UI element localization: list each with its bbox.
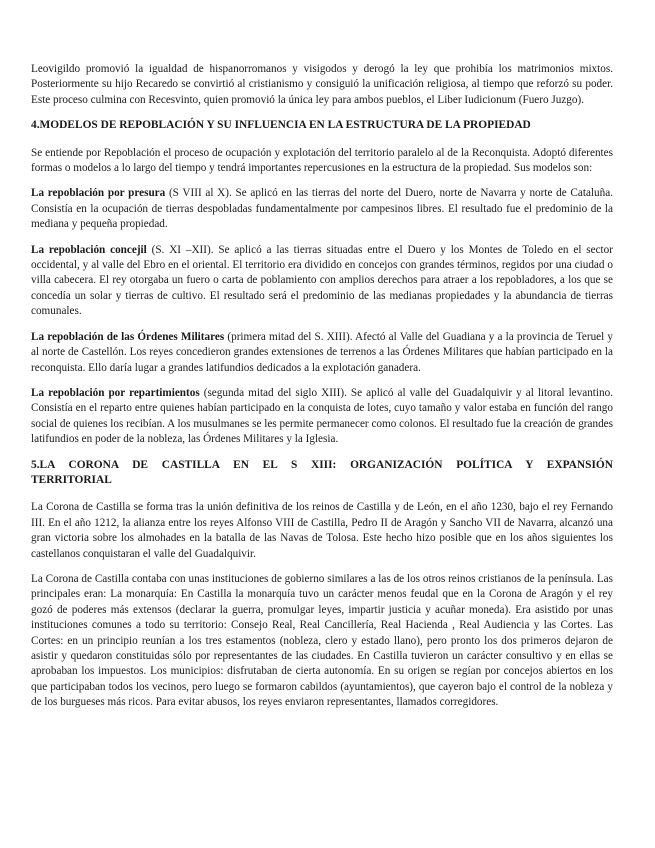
intro-paragraph: Leovigildo promovió la igualdad de hispanorromanos y visigodos y derogó la ley que prohibía los matrimonios mixtos. Posteriormente su hijo Recaredo se convirtió al cristianismo y consiguió la unificación religiosa, al tiempo que reforzó su poder. Este proceso culmina con Recesvinto, quien promovió la única ley para ambos pueblos, el Liber Iudicionum (Fuero Juzgo). — [31, 63, 613, 106]
model-presura-term: La repoblación por presura — [31, 187, 166, 200]
section-4-intro: Se entiende por Repoblación el proceso de ocupación y explotación del territorio paralelo al de la Reconquista. Adoptó diferentes formas o modelos a lo largo del tiempo y tendrá importantes repercusiones en la estructura de la propiedad. Sus modelos son: — [31, 146, 613, 175]
section-5-paragraph-2: La Corona de Castilla contaba con unas instituciones de gobierno similares a las de los otros reinos cristianos de la península. Las principales eran: La monarquía: En Castilla la monarquía tuvo un carácter menos feudal que en la Corona de Aragón y el rey gozó de poderes más extensos (declarar la guerra, promulgar leyes, impartir justicia y acuñar moneda). Era asistido por unas instituciones comunes a todo su territorio: Consejo Real, Real Cancillería, Real Hacienda , Real Audiencia y las Cortes. Las Cortes: en un principio reunían a los tres estamentos (nobleza, clero y estado llano), pero pronto los dos primeros dejaron de asistir y quedaron constituidas sólo por representantes de las ciudades. En Castilla tuvieron un carácter consultivo y en ellas se aprobaban los impuestos. Los municipios: disfrutaban de cierta autonomía. En su origen se regían por concejos abiertos en los que participaban todos los vecinos, pero luego se formaron cabildos (ayuntamientos), que cayeron bajo el control de la nobleza y de los burgueses más ricos. Para evitar abusos, los reyes enviaron representantes, llamados corregidores. — [31, 572, 613, 709]
section-4-heading: 4.MODELOS DE REPOBLACIÓN Y SU INFLUENCIA EN LA ESTRUCTURA DE LA PROPIEDAD — [31, 119, 531, 132]
section-5-paragraph-1: La Corona de Castilla se forma tras la unión definitiva de los reinos de Castilla y de León, en el año 1230, bajo el rey Fernando III. En el año 1212, la alianza entre los reyes Alfonso VIII de Castilla, Pedro II de Aragón y Sancho VII de Navarra, alcanzó una gran victoria sobre los almohades en la batalla de las Navas de Tolosa. Este hecho hizo posible que en los años siguientes los castellanos conquistaran el valle del Guadalquivir. — [31, 501, 613, 560]
model-repartimientos-term: La repoblación por repartimientos — [31, 386, 200, 399]
model-repartimientos-text: (segunda mitad del siglo XIII). Se aplicó al valle del Guadalquivir y al litoral levantino. Consistía en el reparto entre quienes habían participado en la conquista de lotes, cuyo tamaño y valor estaba en función del rango social de quienes los recibían. A los musulmanes se les permite permanecer como colonos. El resultado fue la creación de grandes latifundios en poder de la nobleza, las Órdenes Militares y la Iglesia. — [31, 386, 613, 446]
model-repartimientos — [31, 386, 613, 448]
model-presura-text: (S VIII al X). Se aplicó en las tierras del norte del Duero, norte de Navarra y norte de Cataluña. Consistía en la ocupación de tierras despobladas fundamentalmente por campesinos libres. El resultado fue el predominio de la mediana y pequeña propiedad. — [31, 187, 613, 231]
model-ordenes-text: (primera mitad del S. XIII). Afectó al Valle del Guadiana y a la provincia de Teruel y al norte de Castellón. Los reyes concedieron grandes extensiones de terrenos a las Órdenes Militares que habían participado en la reconquista. Ello daría lugar a grandes latifundios dedicados a la explotación ganadera. — [31, 330, 614, 374]
model-ordenes-term: La repoblación de las Órdenes Militares — [31, 330, 225, 343]
model-concejil-text: (S. XI –XII). Se aplicó a las tierras situadas entre el Duero y los Montes de Toledo en el sector occidental, y al valle del Ebro en el oriental. El territorio era dividido en concejos con grandes términos, regidos por una ciudad o villa cabecera. El rey otorgaba un fuero o carta de poblamiento con amplios derechos para atraer a los repobladores, a los que se concedía un solar y tierras de cultivo. El resultado será el predominio de las medianas propiedades y la abundancia de tierras comunales. — [31, 243, 613, 318]
model-concejil — [31, 243, 613, 320]
section-5-heading: 5.LA CORONA DE CASTILLA EN EL S XIII: ORGANIZACIÓN POLÍTICA Y EXPANSIÓN TERRITORIAL — [31, 458, 613, 486]
model-presura — [31, 186, 613, 232]
model-ordenes-militares — [31, 330, 613, 376]
model-concejil-term: La repoblación concejil — [31, 243, 147, 256]
